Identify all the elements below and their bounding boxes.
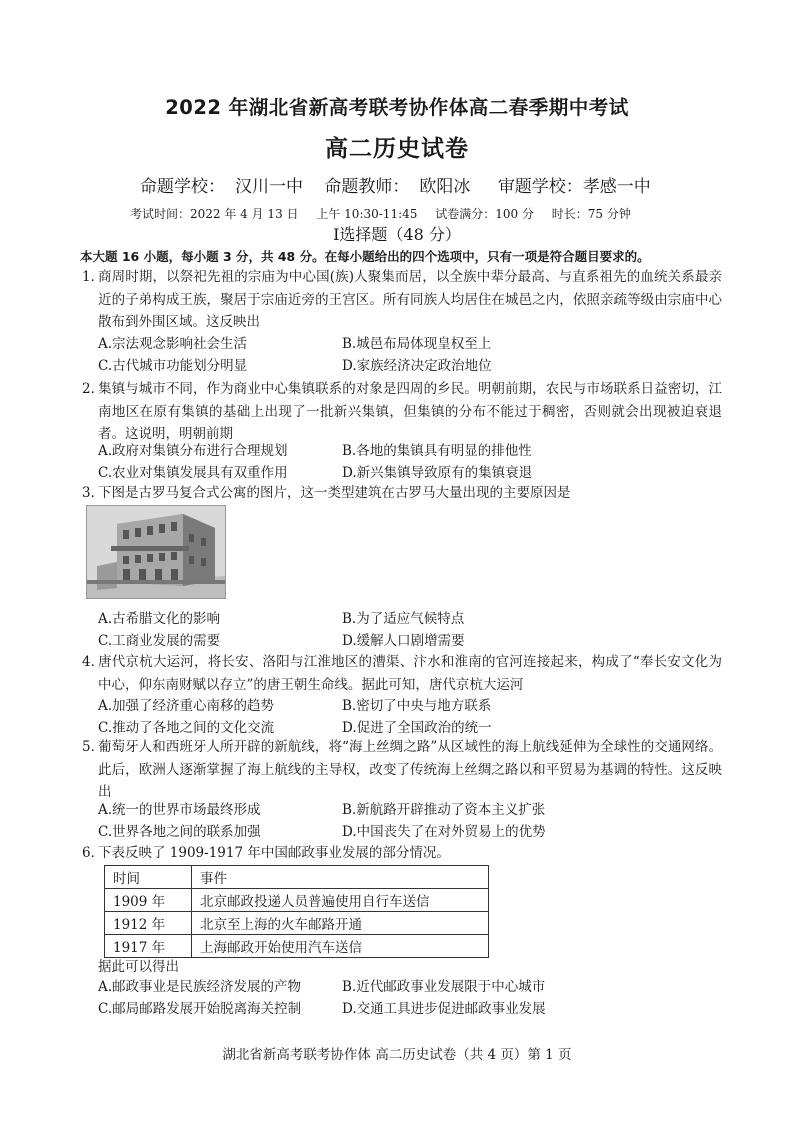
table-header-row xyxy=(105,866,489,889)
question-stem: 葡萄牙人和西班牙人所开辟的新航线，将“海上丝绸之路”从区域性的海上航线延伸为全球性的交通网络。此后，欧洲人逐渐掌握了海上航线的主导权，改变了传统海上丝绸之路以和平贸易为基调的特性。这反映出 xyxy=(98,739,722,800)
question-6 xyxy=(82,842,722,865)
table-header-cell: 时间 xyxy=(105,866,192,889)
question-number: 4． xyxy=(82,654,105,670)
question-1 xyxy=(82,266,722,334)
exam-title: 2022 年湖北省新高考联考协作体高二春季期中考试 xyxy=(165,96,629,119)
exam-info-line xyxy=(130,205,645,222)
table-cell: 北京至上海的火车邮路开通 xyxy=(192,912,489,935)
option-c[interactable]: C.工商业发展的需要 xyxy=(98,633,221,649)
question-stem: 下图是古罗马复合式公寓的图片，这一类型建筑在古罗马大量出现的主要原因是 xyxy=(98,485,571,501)
option-b[interactable]: B.新航路开辟推动了资本主义扩张 xyxy=(342,802,546,818)
question-number: 3． xyxy=(82,485,105,501)
option-d[interactable]: D.促进了全国政治的统一 xyxy=(342,720,492,736)
question-6-followup: 据此可以得出 xyxy=(98,959,179,975)
page-footer: 湖北省新高考联考协作体 高二历史试卷（共 4 页）第 1 页 xyxy=(222,1047,572,1063)
option-d[interactable]: D.家族经济决定政治地位 xyxy=(342,358,492,374)
reviewer-school-label: 审题学校： xyxy=(497,177,583,197)
question-number: 2． xyxy=(82,381,105,397)
duration: 时长：75 分钟 xyxy=(551,207,631,221)
option-b[interactable]: B.城邑布局体现皇权至上 xyxy=(342,336,492,352)
option-a[interactable]: A.邮政事业是民族经济发展的产物 xyxy=(98,979,302,995)
option-b[interactable]: B.各地的集镇具有明显的排他性 xyxy=(342,443,532,459)
option-d[interactable]: D.中国丧失了在对外贸易上的优势 xyxy=(342,824,546,840)
exam-period: 上午 10:30-11:45 xyxy=(316,207,418,221)
setter-teacher-label: 命题教师： xyxy=(324,177,410,197)
question-number: 1． xyxy=(82,269,105,285)
table-cell: 1917 年 xyxy=(105,935,192,958)
table-cell: 上海邮政开始使用汽车送信 xyxy=(192,935,489,958)
option-c[interactable]: C.邮局邮路发展开始脱离海关控制 xyxy=(98,1001,302,1017)
table-header-cell: 事件 xyxy=(192,866,489,889)
table-row xyxy=(105,912,489,935)
option-a[interactable]: A.宗法观念影响社会生活 xyxy=(98,336,248,352)
option-d[interactable]: D.新兴集镇导致原有的集镇衰退 xyxy=(342,465,533,481)
roman-apartment-photo xyxy=(86,505,226,599)
setter-school: 汉川一中 xyxy=(235,177,303,197)
option-a[interactable]: A.统一的世界市场最终形成 xyxy=(98,802,261,818)
option-c[interactable]: C.世界各地之间的联系加强 xyxy=(98,824,261,840)
option-b[interactable]: B.密切了中央与地方联系 xyxy=(342,698,492,714)
question-stem: 唐代京杭大运河，将长安、洛阳与江淮地区的漕渠、汴水和淮南的官河连接起来，构成了“奉长安文化为中心，仰东南财赋以存立”的唐王朝生命线。据此可知，唐代京杭大运河 xyxy=(98,654,722,693)
table-cell: 北京邮政投递人员普遍使用自行车送信 xyxy=(192,889,489,912)
option-d[interactable]: D.缓解人口剧增需要 xyxy=(342,633,465,649)
option-a[interactable]: A.古希腊文化的影响 xyxy=(98,611,221,627)
option-c[interactable]: C.推动了各地之间的文化交流 xyxy=(98,720,275,736)
setter-school-label: 命题学校： xyxy=(140,177,225,197)
option-a[interactable]: A.加强了经济重心南移的趋势 xyxy=(98,698,275,714)
question-number: 6． xyxy=(82,845,105,861)
option-b[interactable]: B.为了适应气候特点 xyxy=(342,611,465,627)
exam-date: 考试时间：2022 年 4 月 13 日 xyxy=(130,207,299,221)
full-score: 试卷满分：100 分 xyxy=(435,207,534,221)
question-4 xyxy=(82,651,722,696)
question-5 xyxy=(82,736,722,804)
option-a[interactable]: A.政府对集镇分布进行合理规划 xyxy=(98,443,288,459)
roman-insula-illustration xyxy=(87,506,225,598)
question-number: 5． xyxy=(82,739,105,755)
question-stem: 商周时期，以祭祀先祖的宗庙为中心国(族)人聚集而居，以全族中辈分最高、与直系祖先的血统关系最亲近的子弟构成王族，聚居于宗庙近旁的王宫区。所有同族人均居住在城邑之内，依照亲疏等级由宗庙中心散布到外围区域。这反映出 xyxy=(98,269,722,330)
option-c[interactable]: C.古代城市功能划分明显 xyxy=(98,358,248,374)
option-d[interactable]: D.交通工具进步促进邮政事业发展 xyxy=(342,1001,546,1017)
table-cell: 1909 年 xyxy=(105,889,192,912)
question-3 xyxy=(82,482,722,505)
table-cell: 1912 年 xyxy=(105,912,192,935)
question-stem: 下表反映了 1909-1917 年中国邮政事业发展的部分情况。 xyxy=(98,845,450,861)
question-2 xyxy=(82,378,722,446)
section-title: Ⅰ选择题（48 分） xyxy=(333,225,461,244)
reviewer-school: 孝感一中 xyxy=(582,177,651,197)
section-instruction: 本大题 16 小题，每小题 3 分，共 48 分。在每小题给出的四个选项中，只有一项是符合题目要求的。 xyxy=(80,249,650,264)
postal-events-table xyxy=(104,865,489,958)
authors-line xyxy=(140,172,661,197)
option-b[interactable]: B.近代邮政事业发展限于中心城市 xyxy=(342,979,546,995)
setter-teacher: 欧阳冰 xyxy=(419,177,471,197)
paper-subtitle: 高二历史试卷 xyxy=(325,136,469,162)
question-stem: 集镇与城市不同，作为商业中心集镇联系的对象是四周的乡民。明朝前期，农民与市场联系日益密切，江南地区在原有集镇的基础上出现了一批新兴集镇，但集镇的分布不能过于稠密，否则就会出现被迫衰退者。这说明，明朝前期 xyxy=(98,381,722,442)
option-c[interactable]: C.农业对集镇发展具有双重作用 xyxy=(98,465,288,481)
table-row xyxy=(105,889,489,912)
